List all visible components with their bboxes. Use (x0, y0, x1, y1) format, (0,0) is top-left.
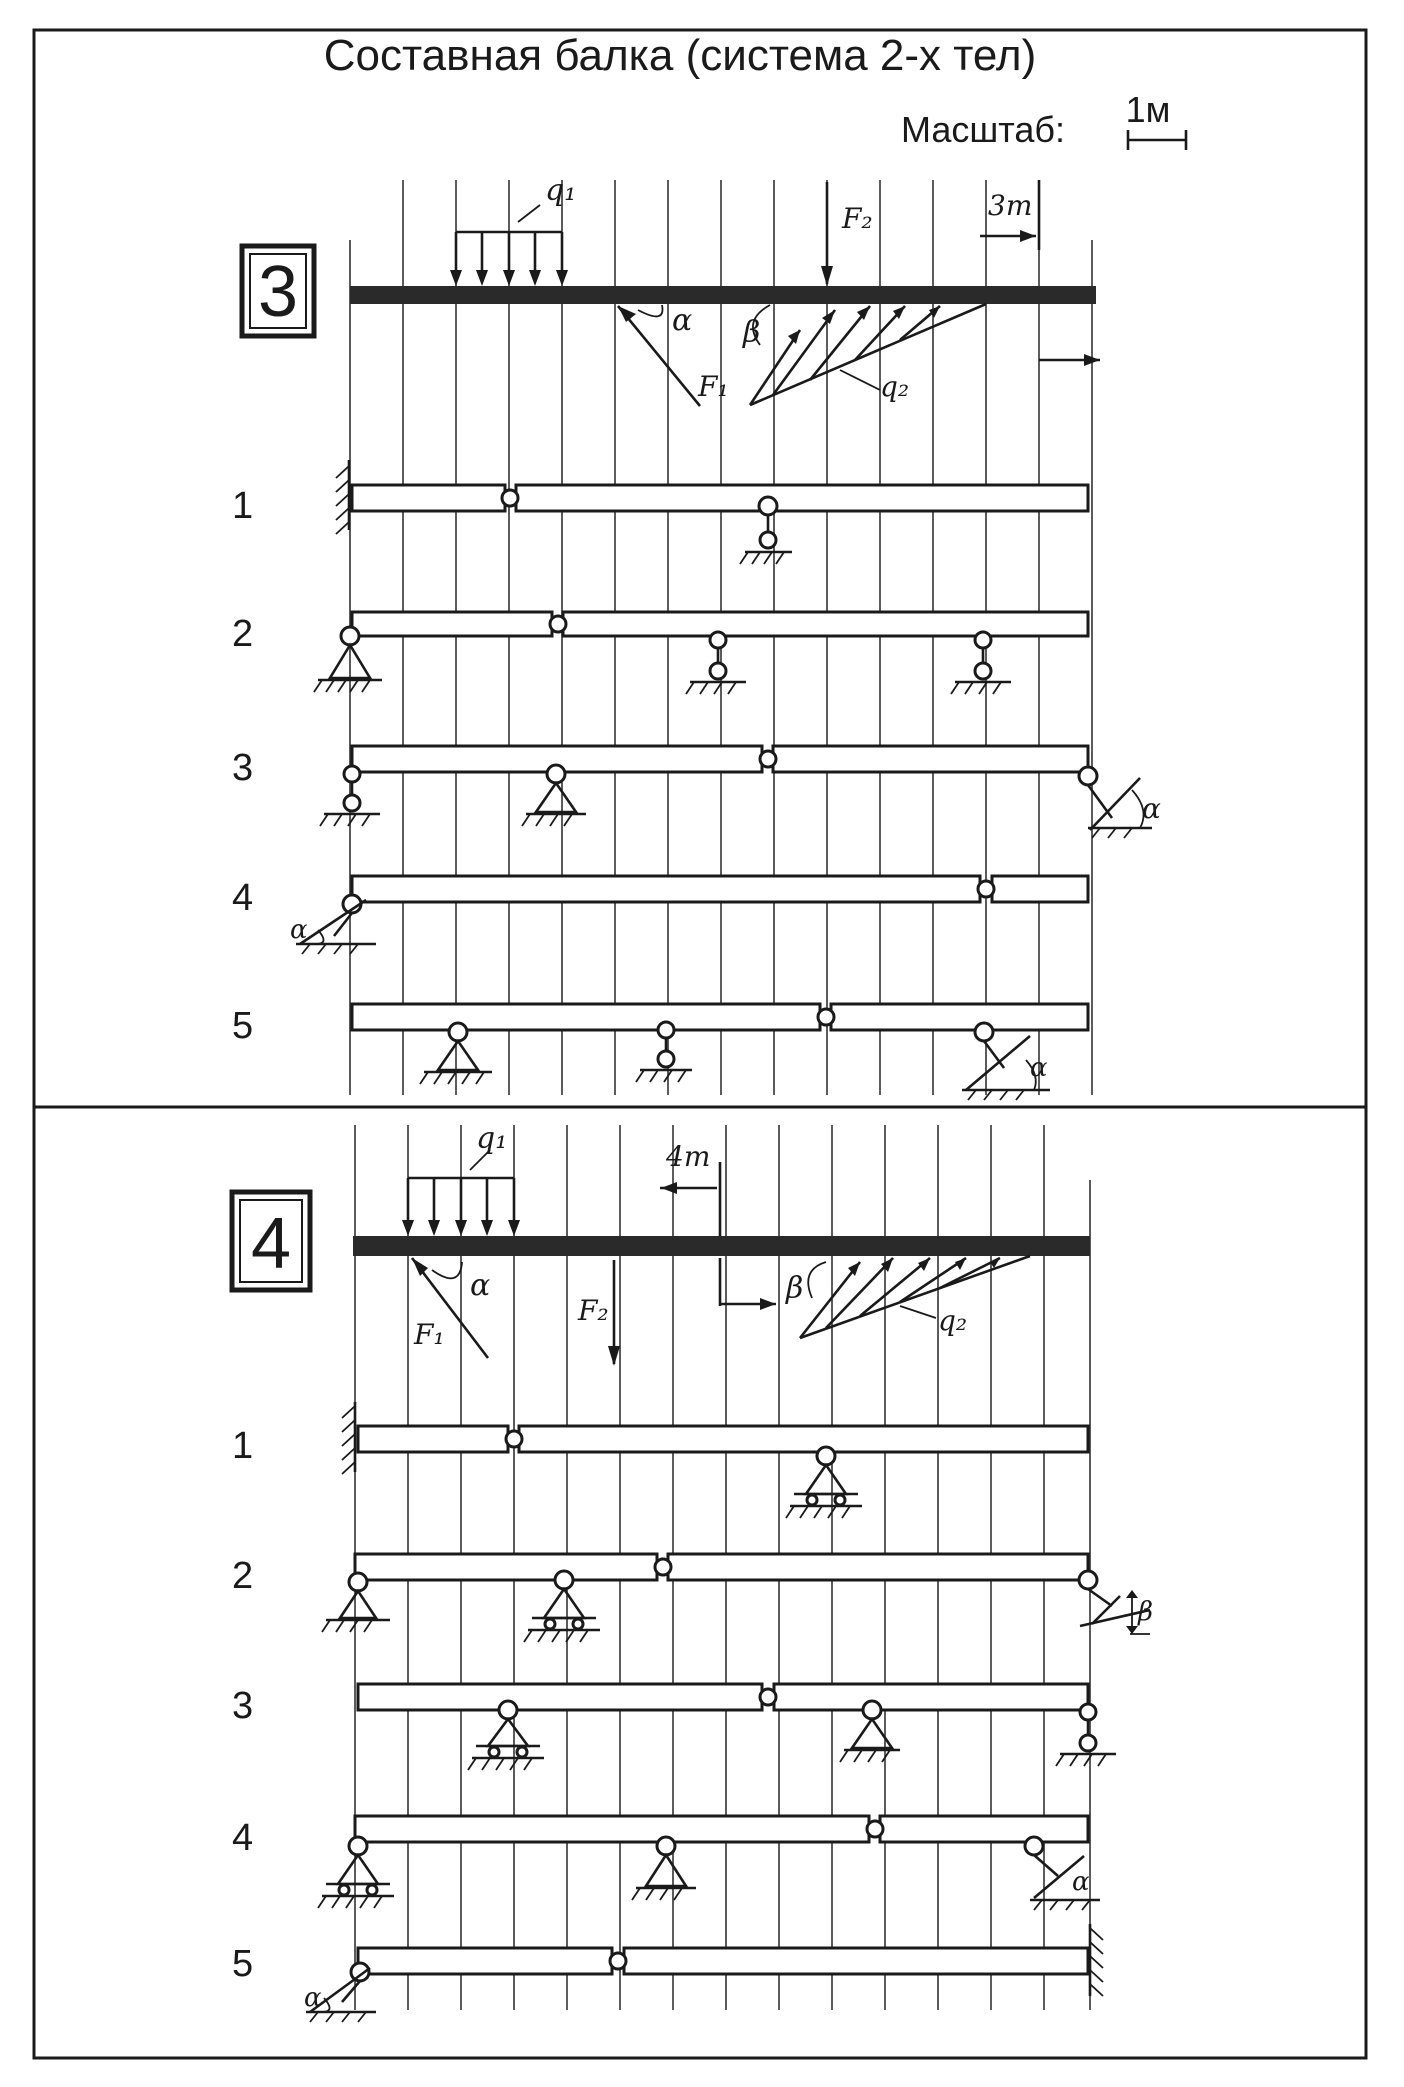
row-number: 4 (232, 1817, 254, 1859)
row-number: 3 (232, 747, 254, 789)
row-number: 3 (232, 1685, 254, 1727)
support-angle-label: α (1072, 1867, 1090, 1897)
f1-label: F₁ (414, 1318, 445, 1351)
variant-number: 3 (257, 252, 299, 332)
beam-scheme-row-2 (322, 1554, 1150, 1642)
dimension-label: 3m (988, 189, 1033, 222)
variant-4 (232, 1121, 1153, 2022)
scale-unit: 1м (1125, 89, 1171, 130)
support-angle-label: α (1030, 1053, 1048, 1083)
variant-3 (232, 173, 1161, 1100)
main-beam (350, 286, 1096, 304)
q2-load (750, 304, 986, 405)
q2-load (800, 1256, 1030, 1338)
beam-scheme-row-4 (296, 876, 1088, 954)
beam-scheme-row-4 (318, 1816, 1100, 1910)
f2-label: F₂ (578, 1294, 609, 1327)
q1-label: q₁ (476, 1121, 508, 1156)
beam-scheme-row-5 (352, 1004, 1088, 1100)
support-angle-label: α (304, 1983, 322, 2013)
beam-scheme-row-3 (358, 1684, 1116, 1770)
beam-scheme-row-1 (342, 1402, 1088, 1518)
f1-label: F₁ (698, 370, 729, 403)
beam-scheme-row-2 (314, 612, 1088, 694)
f2-label: F₂ (842, 202, 873, 235)
page-title: Составная балка (система 2-х тел) (323, 31, 1037, 80)
q2-label: q₂ (938, 1304, 968, 1337)
alpha-label: α (470, 1268, 491, 1303)
f2-force (608, 1260, 620, 1366)
row-number: 1 (232, 485, 254, 527)
row-number: 2 (232, 1555, 254, 1597)
f2-force (821, 182, 833, 286)
support-angle-label: α (290, 915, 308, 945)
row-number: 2 (232, 613, 254, 655)
q1-label: q₁ (545, 173, 577, 208)
beam-scheme-row-3 (320, 746, 1152, 838)
q2-label: q₂ (880, 370, 910, 403)
variant-number: 4 (250, 1204, 292, 1284)
dimension-label: 4m (666, 1140, 711, 1173)
row-number: 5 (232, 1943, 254, 1985)
support-angle-label: α (1142, 792, 1161, 825)
support-angle-label: β (1138, 1597, 1154, 1627)
beta-label: β (743, 315, 761, 350)
row-number: 4 (232, 877, 254, 919)
row-number: 5 (232, 1005, 254, 1047)
scale-bar (1128, 130, 1186, 150)
scale-label: Масштаб: (900, 109, 1065, 150)
beam-scheme-row-5 (306, 1924, 1103, 2022)
alpha-label: α (672, 303, 693, 338)
main-beam (353, 1236, 1090, 1256)
row-number: 1 (232, 1425, 254, 1467)
beta-label: β (786, 1271, 804, 1306)
beam-scheme-row-1 (336, 460, 1088, 564)
